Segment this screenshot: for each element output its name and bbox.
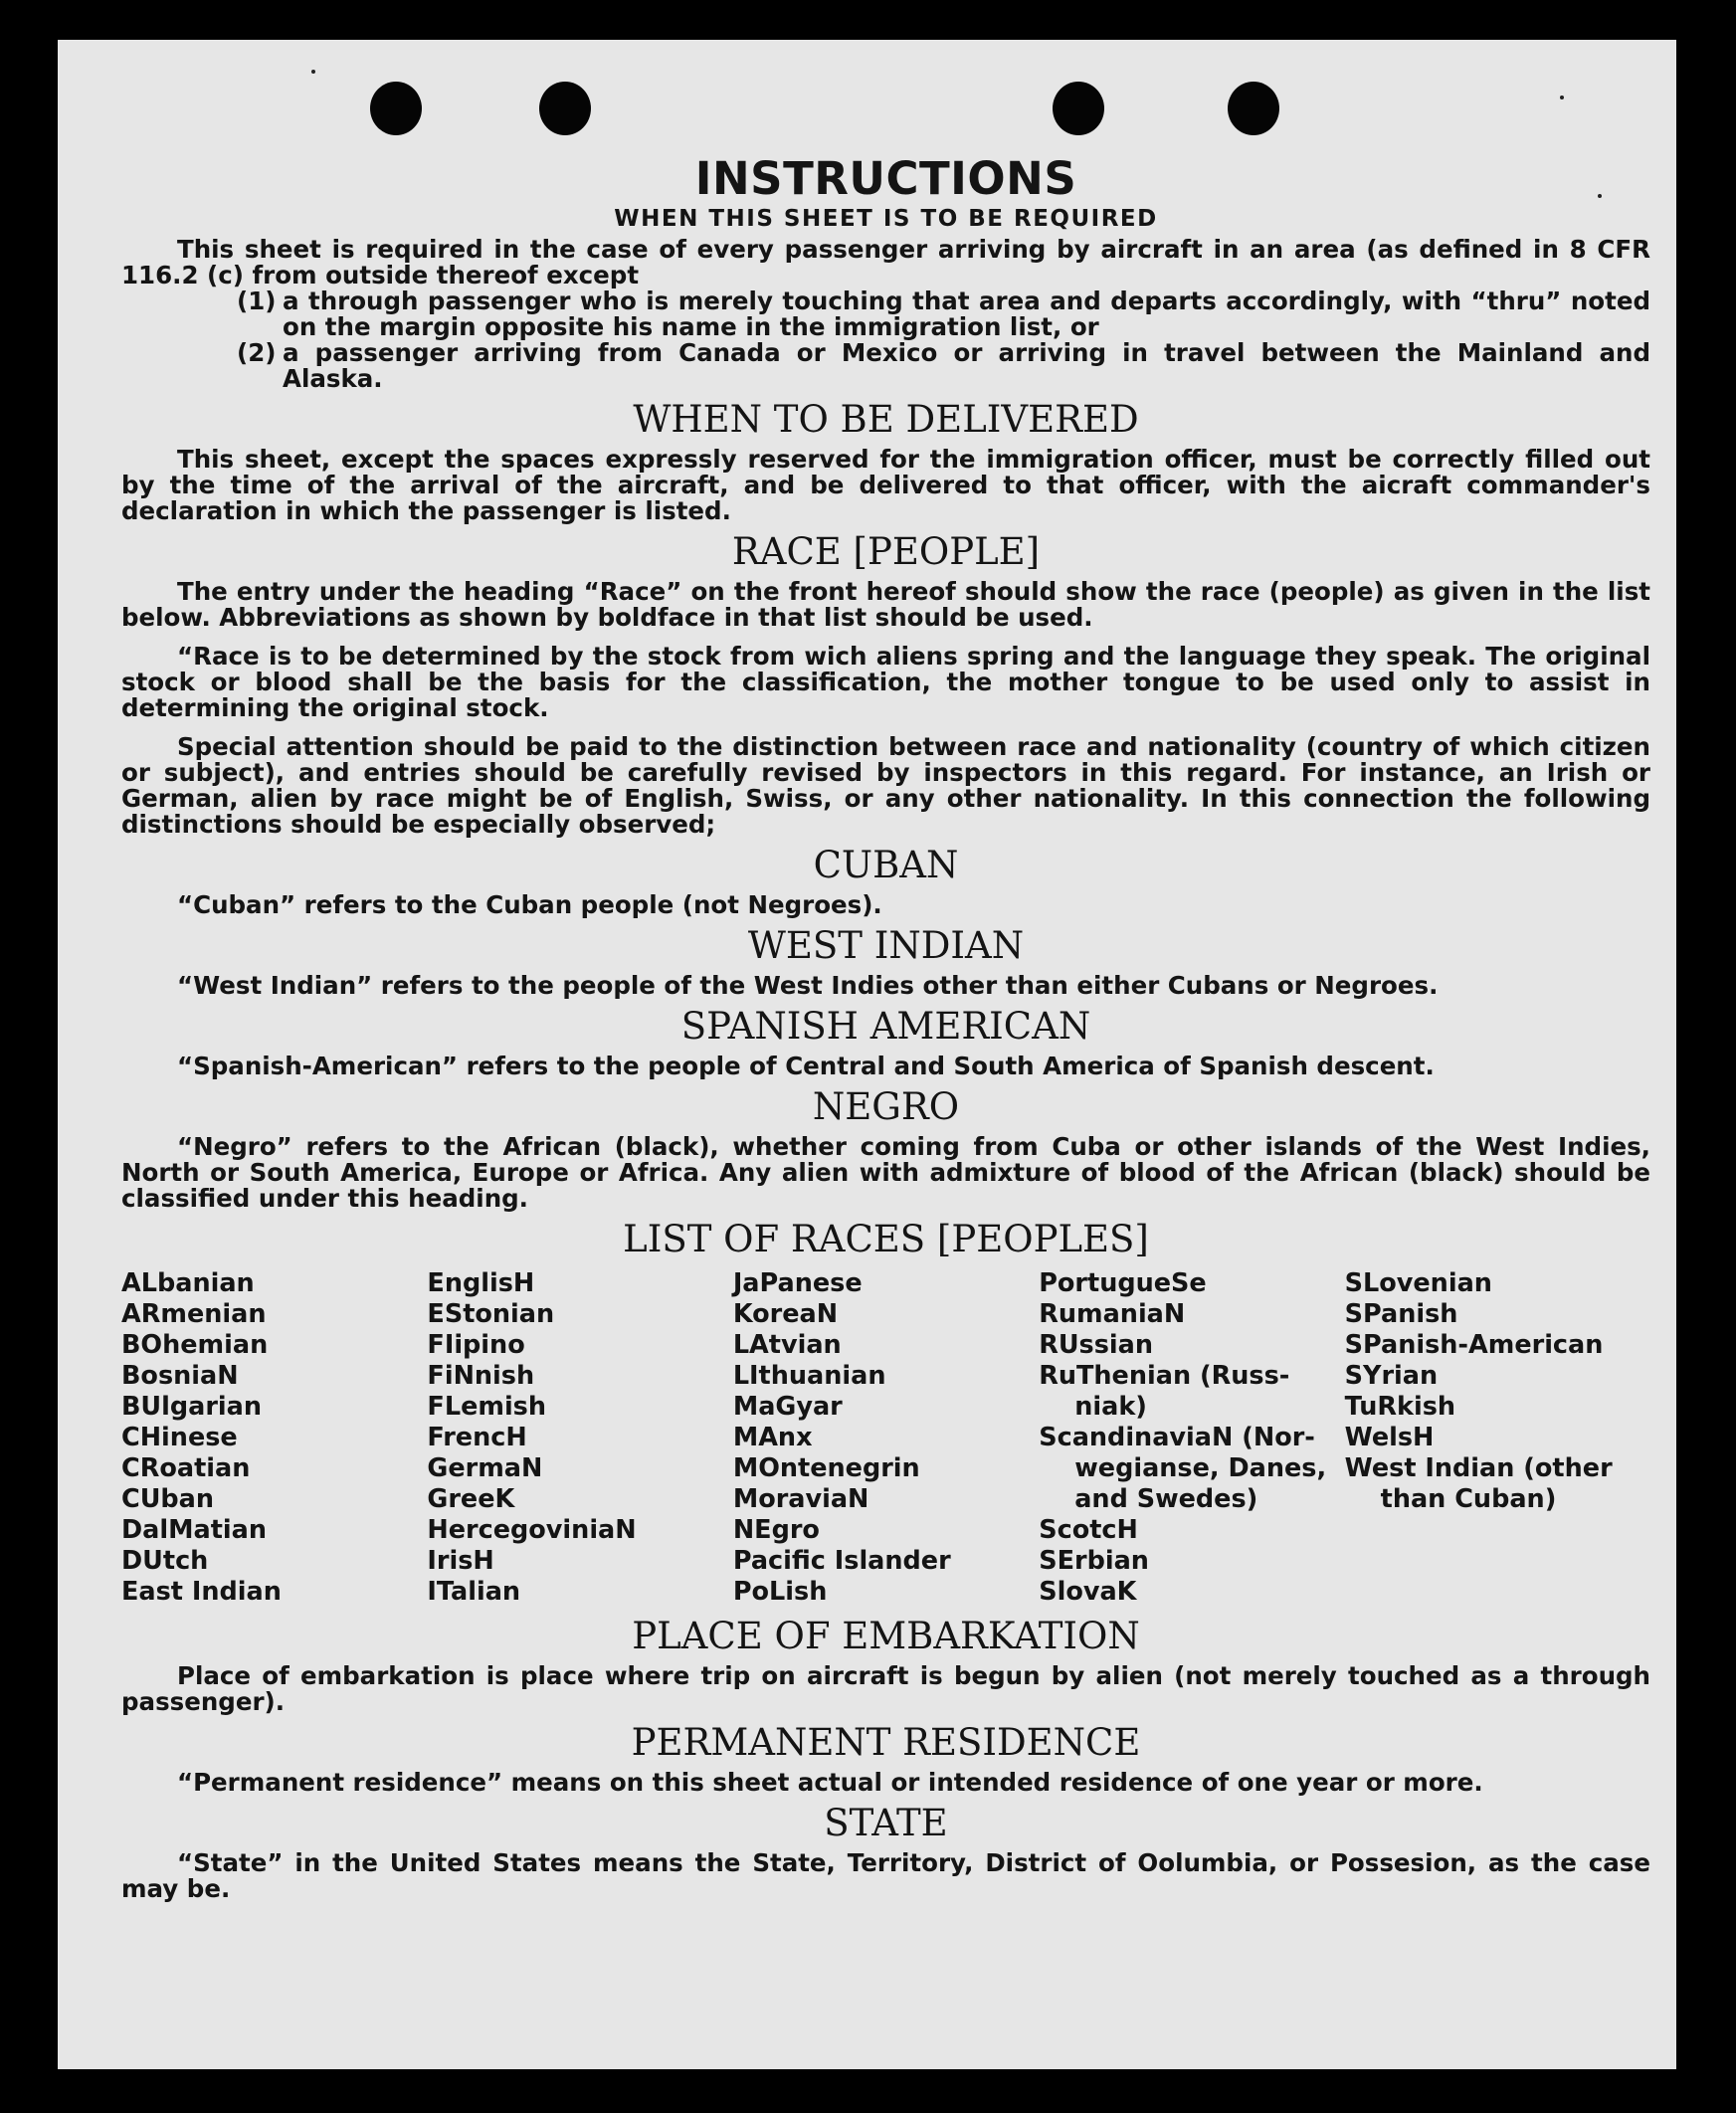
- race-entry: FrencH: [427, 1423, 527, 1452]
- race-entry: MaGyar: [732, 1392, 843, 1422]
- exception-item: [121, 288, 1650, 340]
- punch-hole: [1053, 82, 1104, 135]
- races-column: [121, 1268, 427, 1608]
- race-entry: SlovaK: [1039, 1577, 1137, 1607]
- race-entry: CHinese: [121, 1423, 238, 1452]
- race-entry: BOhemian: [121, 1330, 269, 1360]
- race-entry: SErbian: [1039, 1546, 1149, 1576]
- race-entry: wegianse, Danes,: [1074, 1453, 1327, 1483]
- races-column: [733, 1268, 1039, 1608]
- race-entry: RumaniaN: [1039, 1299, 1186, 1329]
- section-text: Place of embarkation is place where trip on aircraft is begun by alien (not merely touched as a through passenger).: [121, 1661, 1650, 1716]
- race-entry: CRoatian: [121, 1453, 251, 1483]
- section-text: Special attention should be paid to the distinction between race and nationality (country of which citizen or subject), and entries should be carefully revised by inspectors in this regard. For instance, an Irish or German, alien by race might be of English, Swiss, or any other nationality. In this connection the following distinctions should be especially observed;: [121, 732, 1650, 839]
- section-heading: RACE [PEOPLE]: [731, 530, 1041, 573]
- race-entry: Pacific Islander: [732, 1546, 951, 1576]
- race-entry: MoraviaN: [732, 1484, 869, 1514]
- race-entry: EStonian: [427, 1299, 555, 1329]
- race-entry: ScandinaviaN (Nor-: [1039, 1423, 1315, 1452]
- race-entry: FIipino: [427, 1330, 525, 1360]
- race-entry: GreeK: [427, 1484, 515, 1514]
- race-entry: LAtvian: [732, 1330, 842, 1360]
- exception-number: (2): [237, 338, 277, 367]
- race-entry: PoLish: [732, 1577, 828, 1607]
- section-text: The entry under the heading “Race” on the front hereof should show the race (people) as given in the list below. Abbreviations as shown by boldface in that list should be used.: [121, 577, 1650, 632]
- race-entry: MOntenegrin: [732, 1453, 920, 1483]
- race-entry: MAnx: [732, 1423, 813, 1452]
- race-entry: SPanish: [1344, 1299, 1458, 1329]
- race-entry: KoreaN: [732, 1299, 839, 1329]
- race-entry: East Indian: [121, 1577, 282, 1607]
- section-text: “Permanent residence” means on this sheet actual or intended residence of one year or more.: [177, 1768, 1483, 1797]
- race-entry: RuThenian (Russ-: [1039, 1361, 1290, 1391]
- race-entry: than Cuban): [1380, 1484, 1557, 1514]
- race-entry: PortugueSe: [1039, 1268, 1207, 1298]
- exception-number: (1): [237, 287, 277, 315]
- race-entry: West Indian (other: [1344, 1453, 1613, 1483]
- section-heading: CUBAN: [813, 844, 959, 886]
- section-heading: SPANISH AMERICAN: [680, 1005, 1091, 1048]
- race-entry: BUlgarian: [121, 1392, 263, 1422]
- section-text: “Cuban” refers to the Cuban people (not Negroes).: [177, 890, 882, 919]
- page-subtitle: WHEN THIS SHEET IS TO BE REQUIRED: [614, 206, 1158, 232]
- race-entry: niak): [1074, 1392, 1147, 1422]
- section-heading: PLACE OF EMBARKATION: [632, 1615, 1140, 1657]
- exception-item: [121, 340, 1650, 392]
- section-heading: WHEN TO BE DELIVERED: [633, 398, 1139, 441]
- punch-hole: [370, 82, 422, 135]
- section-text: This sheet, except the spaces expressly reserved for the immigration officer, must be correctly filled out by the time of the arrival of the aircraft, and be delivered to that officer, with the aicraft commander's declaration in which the passenger is listed.: [121, 445, 1650, 525]
- race-entry: ITalian: [427, 1577, 521, 1607]
- race-entry: SLovenian: [1344, 1268, 1492, 1298]
- race-entry: CUban: [121, 1484, 215, 1514]
- races-list: [121, 1268, 1650, 1608]
- race-entry: FLemish: [427, 1392, 547, 1422]
- section-heading: PERMANENT RESIDENCE: [631, 1721, 1141, 1764]
- section-text: “Race is to be determined by the stock from wich aliens spring and the language they speak. The original stock or blood shall be the basis for the classification, the mother tongue to be used only to assist in determining the original stock.: [121, 642, 1650, 722]
- race-entry: DalMatian: [121, 1515, 267, 1545]
- race-entry: SPanish-American: [1344, 1330, 1604, 1360]
- section-text: “Negro” refers to the African (black), whether coming from Cuba or other islands of the West Indies, North or South America, Europe or Africa. Any alien with admixture of blood of the African (black) should be classified under this heading.: [121, 1132, 1650, 1213]
- race-entry: DUtch: [121, 1546, 209, 1576]
- page-title: INSTRUCTIONS: [694, 152, 1077, 205]
- section-text: “Spanish-American” refers to the people of Central and South America of Spanish descent.: [177, 1052, 1435, 1080]
- race-entry: ALbanian: [121, 1268, 255, 1298]
- ink-speck: [1560, 96, 1564, 99]
- section-heading: WEST INDIAN: [747, 924, 1025, 967]
- race-entry: WelsH: [1344, 1423, 1435, 1452]
- required-intro: This sheet is required in the case of every passenger arriving by aircraft in an area (as defined in 8 CFR 116.2 (c) from outside thereof except: [121, 235, 1650, 289]
- race-entry: JaPanese: [732, 1268, 863, 1298]
- race-entry: TuRkish: [1344, 1392, 1456, 1422]
- ink-speck: [311, 70, 315, 74]
- races-column: [427, 1268, 732, 1608]
- race-entry: ARmenian: [121, 1299, 267, 1329]
- race-entry: HercegoviniaN: [427, 1515, 637, 1545]
- races-column: [1039, 1268, 1344, 1608]
- race-entry: NEgro: [732, 1515, 820, 1545]
- race-entry: FiNnish: [427, 1361, 535, 1391]
- race-entry: and Swedes): [1074, 1484, 1258, 1514]
- section-heading: NEGRO: [812, 1085, 960, 1128]
- race-entry: ScotcH: [1039, 1515, 1138, 1545]
- race-entry: BosniaN: [121, 1361, 239, 1391]
- section-heading: STATE: [824, 1802, 948, 1844]
- race-entry: IrisH: [427, 1546, 494, 1576]
- instructions-content: [121, 153, 1650, 1902]
- race-entry: EnglisH: [427, 1268, 535, 1298]
- section-text: “West Indian” refers to the people of the West Indies other than either Cubans or Negroes.: [177, 971, 1439, 1000]
- section-text: “State” in the United States means the State, Territory, District of Oolumbia, or Possesion, as the case may be.: [121, 1848, 1650, 1903]
- races-column: [1345, 1268, 1650, 1608]
- race-entry: GermaN: [427, 1453, 543, 1483]
- exception-text: a passenger arriving from Canada or Mexico or arriving in travel between the Mainland and Alaska.: [283, 338, 1650, 393]
- race-entry: LIthuanian: [732, 1361, 886, 1391]
- document-page: [58, 40, 1676, 2069]
- race-entry: SYrian: [1344, 1361, 1439, 1391]
- exception-text: a through passenger who is merely touching that area and departs accordingly, with “thru” noted on the margin opposite his name in the immigration list, or: [283, 287, 1650, 341]
- race-entry: RUssian: [1039, 1330, 1154, 1360]
- section-heading: LIST OF RACES [PEOPLES]: [623, 1218, 1149, 1260]
- punch-hole: [539, 82, 591, 135]
- punch-hole: [1228, 82, 1279, 135]
